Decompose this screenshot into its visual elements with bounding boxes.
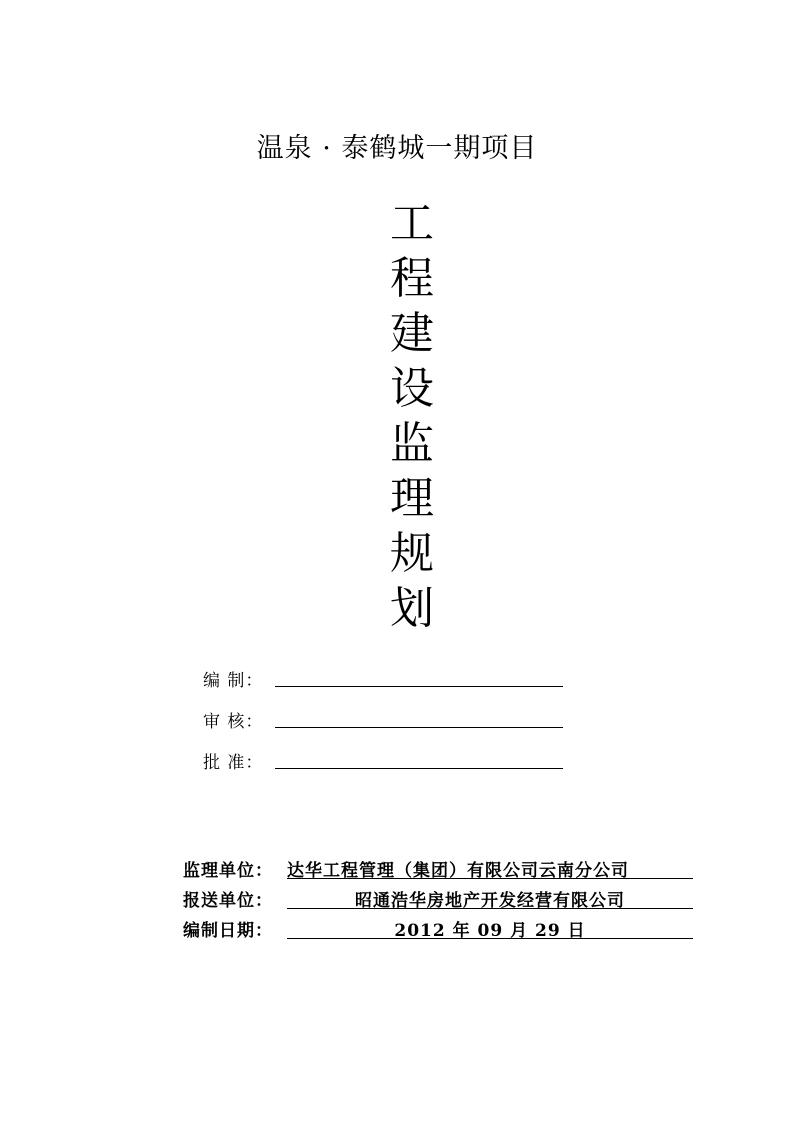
document-title-char: 规 [390, 528, 434, 579]
signoff-label: 批 准： [203, 753, 264, 773]
date-label: 编制日期： [183, 921, 273, 941]
supervisor-label: 监理单位： [183, 861, 273, 881]
document-title-char: 设 [390, 363, 434, 414]
supervisor-value: 达华工程管理（集团）有限公司云南分公司 [287, 856, 693, 879]
signoff-row-reviewed [203, 707, 573, 748]
signoff-label: 审 核： [203, 712, 264, 732]
recipient-label: 报送单位： [183, 891, 273, 911]
document-title-char: 监 [390, 418, 434, 469]
info-row-supervisor [183, 856, 703, 886]
date-value: 2012 年 09 月 29 日 [287, 916, 693, 939]
signature-line [275, 686, 563, 687]
document-title [382, 196, 442, 636]
info-block [183, 856, 703, 946]
signoff-row-compiled [203, 666, 573, 707]
signature-line [275, 727, 563, 728]
project-title: 温泉 · 泰鹤城一期项目 [256, 133, 538, 164]
signoff-label: 编 制： [203, 671, 264, 691]
recipient-value: 昭通浩华房地产开发经营有限公司 [287, 886, 693, 909]
signoff-block [203, 666, 573, 789]
document-title-char: 理 [390, 473, 434, 524]
document-title-char: 建 [390, 308, 434, 359]
document-title-char: 工 [390, 198, 434, 249]
document-title-char: 程 [390, 253, 434, 304]
document-title-char: 划 [390, 583, 434, 634]
info-row-recipient [183, 886, 703, 916]
info-row-date [183, 916, 703, 946]
signoff-row-approved [203, 748, 573, 789]
signature-line [275, 768, 563, 769]
